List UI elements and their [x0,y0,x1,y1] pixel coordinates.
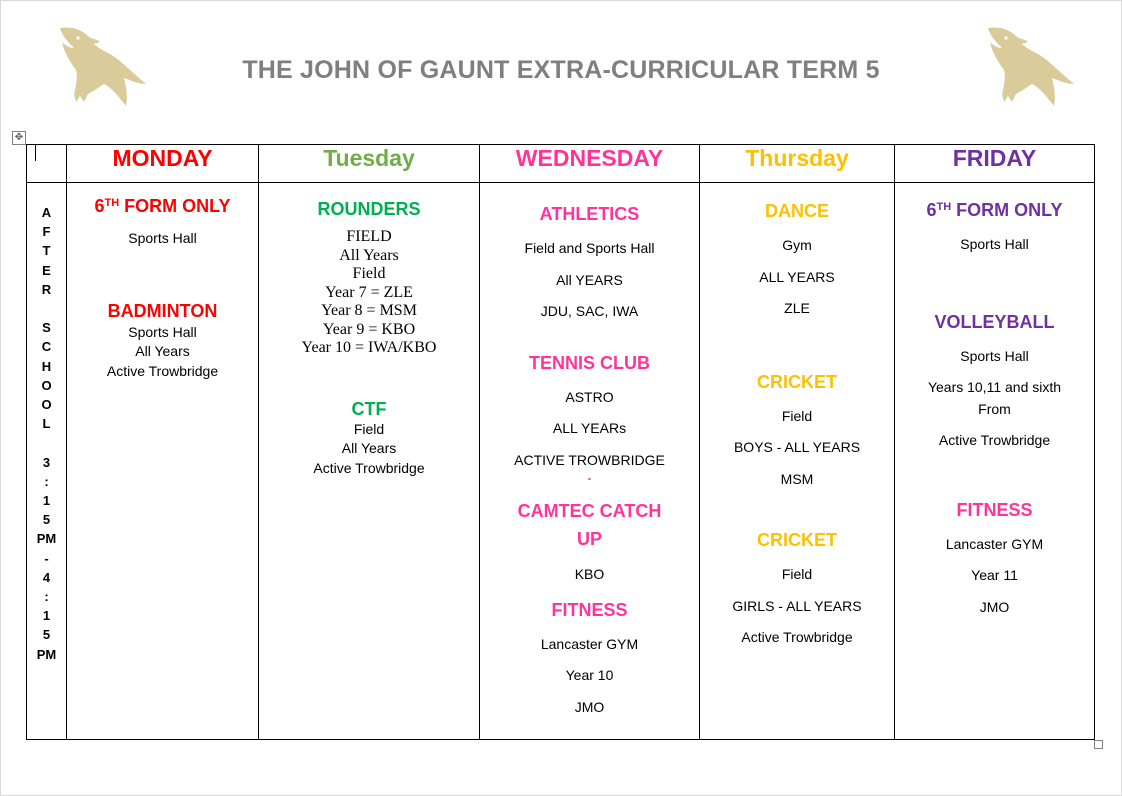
activity-detail: ACTIVE TROWBRIDGE [514,451,665,468]
side-label-char: PM [36,531,57,547]
activity-name: CRICKET [757,371,837,392]
activity-detail: Years 10,11 and sixth [927,379,1062,395]
activity-detail: All Years [135,343,190,359]
activity-detail: Sports Hall [960,236,1029,252]
activity-detail: Active Trowbridge [938,432,1051,448]
header-row [27,145,1095,183]
monday-column [67,183,259,740]
table-move-handle-icon[interactable]: ✥ [12,131,26,145]
activity-detail: KBO [574,566,605,582]
activities-row [27,183,1095,740]
stray-dot: . [587,467,592,483]
side-label-char: 4 [42,569,51,585]
activity-detail: JMO [979,598,1010,615]
activity-detail: GIRLS - ALL YEARS [732,597,862,614]
activity-detail: JDU, SAC, IWA [540,303,639,319]
activity-detail: Gym [782,237,812,253]
activity-name: VOLLEYBALL [934,311,1055,332]
activity-detail: Year 10 = IWA/KBO [301,339,437,356]
activity-detail: ASTRO [565,388,614,405]
day-header-friday: FRIDAY [895,145,1095,183]
activity-detail: Field [352,265,386,282]
side-label-char: R [41,281,52,297]
side-label-char: A [41,205,52,220]
activity-detail: ALL YEARS [759,268,835,285]
activity-detail: Year 11 [971,567,1018,583]
activity-detail: Field [353,420,385,437]
activity-detail: Active Trowbridge [106,362,219,379]
activity-name: BADMINTON [107,300,218,321]
side-label-char [27,433,66,452]
timetable [26,144,1095,740]
side-label-char: C [41,339,52,355]
side-label-char: 5 [42,627,51,643]
activity-name: TENNIS CLUB [529,352,650,373]
time-label-cell [27,183,67,740]
activity-name: CRICKET [757,530,837,550]
side-label-char: : [44,589,49,605]
side-label-char: - [44,550,49,566]
side-label-char: S [42,320,51,336]
day-header-thursday: Thursday [700,145,895,183]
side-label-char: 3 [42,454,51,470]
activity-detail: Lancaster GYM [540,635,639,652]
activity-detail: Year 7 = ZLE [325,283,413,301]
activity-name: CAMTEC CATCH UP [517,501,662,549]
activity-detail: Year 8 = MSM [321,302,417,319]
activity-name: ROUNDERS [317,199,421,219]
activity-detail: Field and Sports Hall [524,240,655,256]
activity-name: 6TH FORM ONLY [94,196,231,216]
activity-detail: Field [781,566,813,582]
side-label-char: 1 [42,608,51,624]
activity-name: FITNESS [956,499,1033,520]
activity-detail: Active Trowbridge [313,459,425,476]
page-title: THE JOHN OF GAUNT EXTRA-CURRICULAR TERM 5 [242,56,880,84]
friday-column [895,183,1095,740]
side-label-char: O [41,397,52,413]
side-label-char: PM [36,646,57,662]
activity-detail: Year 10 [565,667,614,683]
activity-detail: FIELD [346,228,392,245]
side-label-char: F [42,224,51,240]
wednesday-column [480,183,700,740]
activity-detail: Year 9 = KBO [322,320,416,338]
side-label-char: 5 [42,512,51,528]
side-label-char: L [42,416,51,432]
activity-name: FITNESS [551,599,628,620]
day-header-tuesday: Tuesday [259,145,480,183]
activity-detail: From [978,400,1011,417]
activity-detail: Sports Hall [960,347,1029,364]
side-label-char: H [41,358,52,374]
activity-name: ATHLETICS [539,204,640,224]
side-label-char: T [42,243,51,259]
activity-detail: MSM [780,470,814,487]
after-school-time-label [27,203,66,664]
side-label-char: 1 [42,493,51,509]
activity-detail: Active Trowbridge [741,629,853,645]
side-label-char [27,299,66,318]
side-label-char: : [44,473,49,489]
tuesday-column [259,183,480,740]
activity-detail: All YEARS [556,271,623,288]
activity-detail: Sports Hall [128,230,197,246]
corner-cell [27,145,67,183]
side-label-char: O [41,377,52,393]
activity-detail: ALL YEARs [552,420,627,436]
activity-detail: Lancaster GYM [945,535,1044,552]
activity-detail: Sports Hall [128,323,197,340]
activity-name: CTF [351,398,387,419]
table-resize-handle-icon[interactable] [1094,740,1103,749]
activity-detail: All Years [341,440,397,456]
day-header-wednesday: WEDNESDAY [480,145,700,183]
activity-detail: ZLE [784,300,810,316]
day-header-monday: MONDAY [67,145,259,183]
activity-name: 6TH FORM ONLY [926,200,1063,220]
activity-detail: Field [781,407,813,424]
activity-detail: BOYS - ALL YEARS [733,439,861,455]
activity-detail: All Years [339,246,399,264]
side-label-char: E [42,262,51,278]
text-cursor [35,144,36,161]
thursday-column [700,183,895,740]
activity-name: DANCE [764,201,829,221]
activity-detail: JMO [574,698,605,715]
